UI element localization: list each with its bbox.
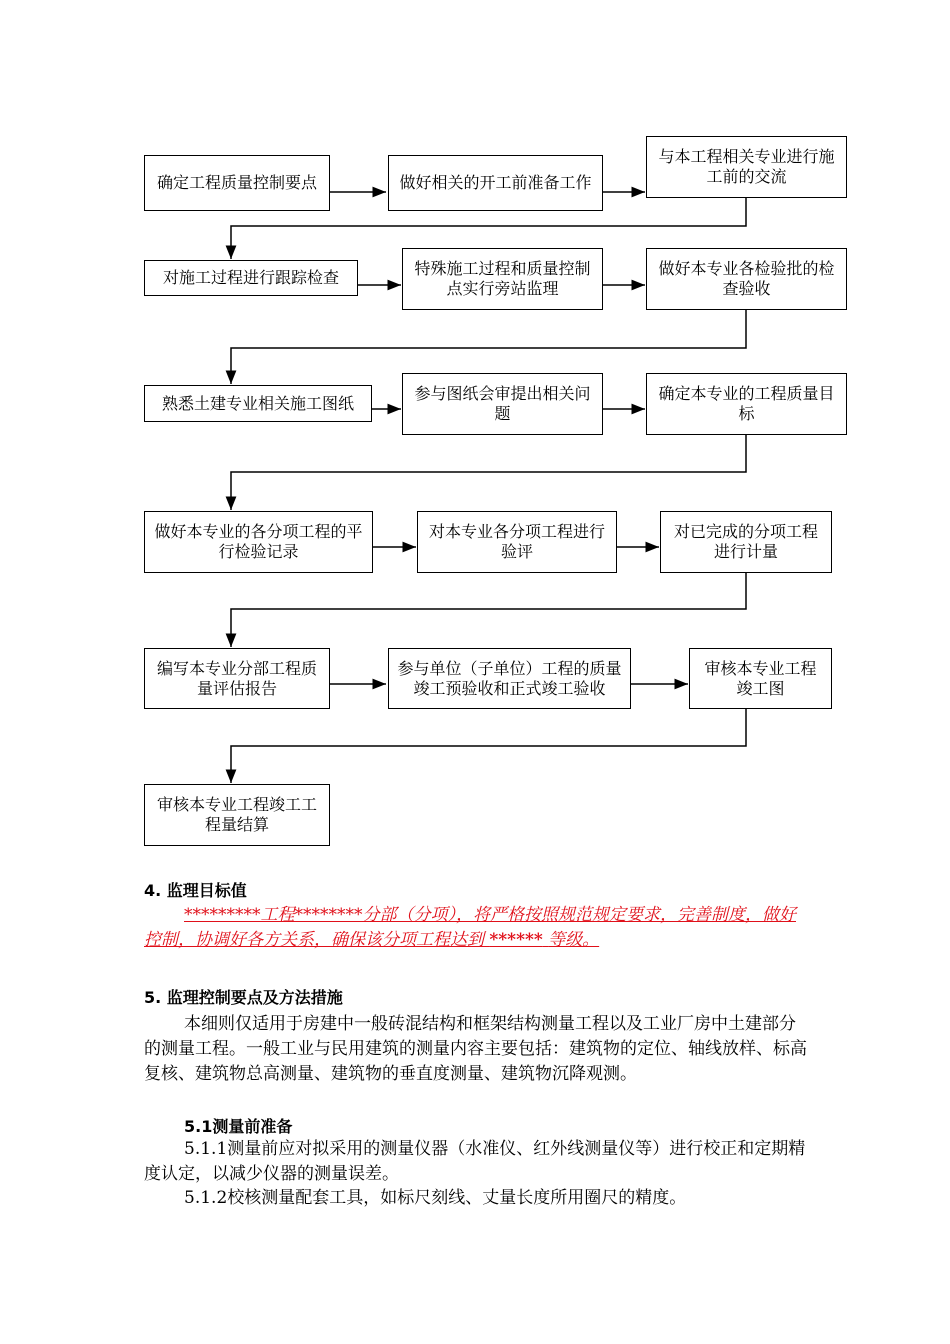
goal-text-part1: *********工程********分部（分项），将严格按照规范规定要求，完善制度，做好控制，协调好各方关系，确保该分项工程达到 (144, 905, 796, 950)
flow-node-16: 审核本专业工程竣工工程量结算 (144, 784, 330, 846)
arrow-n9-n10 (231, 435, 746, 510)
flow-node-5: 特殊施工过程和质量控制点实行旁站监理 (402, 248, 603, 310)
section-4-title: 4. 监理目标值 (144, 881, 247, 900)
flow-node-3: 与本工程相关专业进行施工前的交流 (646, 136, 847, 198)
goal-grade-stars: ****** (489, 930, 543, 950)
flow-node-11: 对本专业各分项工程进行验评 (417, 511, 617, 573)
section-5-1-1: 5.1.1测量前应对拟采用的测量仪器（水准仪、红外线测量仪等）进行校正和定期精度认定，以减少仪器的测量误差。 (144, 1139, 806, 1184)
flow-node-4: 对施工过程进行跟踪检查 (144, 260, 358, 296)
flow-node-14: 参与单位（子单位）工程的质量竣工预验收和正式竣工验收 (388, 648, 631, 709)
section-4-goal (144, 903, 808, 953)
arrow-n15-n16 (231, 708, 746, 783)
flow-node-7: 熟悉土建专业相关施工图纸 (144, 385, 372, 422)
flow-node-13: 编写本专业分部工程质量评估报告 (144, 648, 330, 709)
goal-text-part2: 等级。 (548, 930, 600, 950)
flow-node-12: 对已完成的分项工程进行计量 (660, 511, 832, 573)
section-5-title: 5. 监理控制要点及方法措施 (144, 988, 343, 1007)
flow-node-10: 做好本专业的各分项工程的平行检验记录 (144, 511, 373, 573)
flow-node-15: 审核本专业工程竣工图 (689, 648, 832, 709)
flow-node-8: 参与图纸会审提出相关问题 (402, 373, 603, 435)
section-5-1-title: 5.1测量前准备 (184, 1117, 293, 1136)
arrow-n12-n13 (231, 572, 746, 647)
section-5-1-2: 5.1.2校核测量配套工具，如标尺刻线、丈量长度所用圈尺的精度。 (184, 1188, 687, 1208)
flow-node-9: 确定本专业的工程质量目标 (646, 373, 847, 435)
flow-node-2: 做好相关的开工前准备工作 (388, 155, 603, 211)
flow-node-1: 确定工程质量控制要点 (144, 155, 330, 211)
flow-node-6: 做好本专业各检验批的检查验收 (646, 248, 847, 310)
section-5-intro: 本细则仅适用于房建中一般砖混结构和框架结构测量工程以及工业厂房中土建部分的测量工程。一般工业与民用建筑的测量内容主要包括：建筑物的定位、轴线放样、标高复核、建筑物总高测量、建筑物的垂直度测量、建筑物沉降观测。 (144, 1014, 807, 1084)
